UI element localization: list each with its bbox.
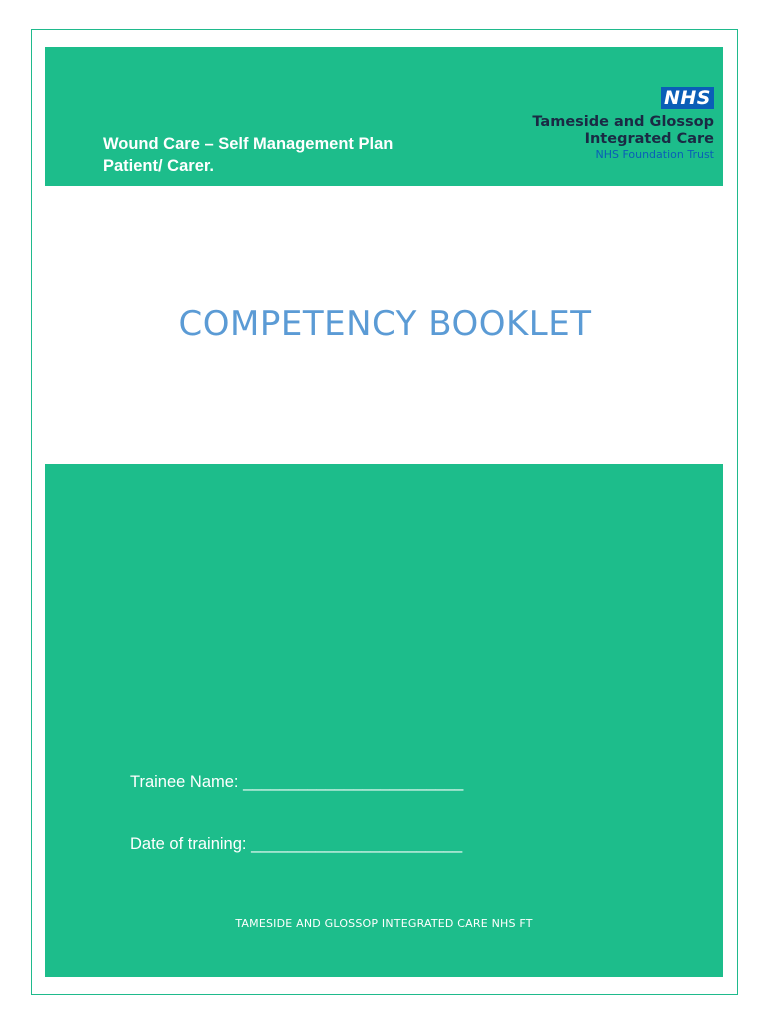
logo-org-line-1: Tameside and Glossop bbox=[532, 114, 714, 130]
logo-org-line-3: NHS Foundation Trust bbox=[595, 148, 714, 161]
logo-org-line-2: Integrated Care bbox=[584, 131, 714, 147]
trainee-name-field: Trainee Name: ________________________ bbox=[130, 773, 464, 791]
page-title: COMPETENCY BOOKLET bbox=[178, 304, 592, 344]
lower-band bbox=[45, 464, 723, 977]
footer-organisation: TAMESIDE AND GLOSSOP INTEGRATED CARE NHS FT bbox=[235, 917, 533, 930]
nhs-trust-logo bbox=[532, 87, 714, 162]
nhs-badge: NHS bbox=[661, 87, 714, 109]
header-subtitle bbox=[103, 133, 393, 177]
header-band bbox=[45, 47, 723, 186]
header-line-2: Patient/ Carer. bbox=[103, 157, 214, 175]
header-line-1: Wound Care – Self Management Plan bbox=[103, 135, 394, 153]
training-date-field: Date of training: _______________________ bbox=[130, 835, 463, 853]
